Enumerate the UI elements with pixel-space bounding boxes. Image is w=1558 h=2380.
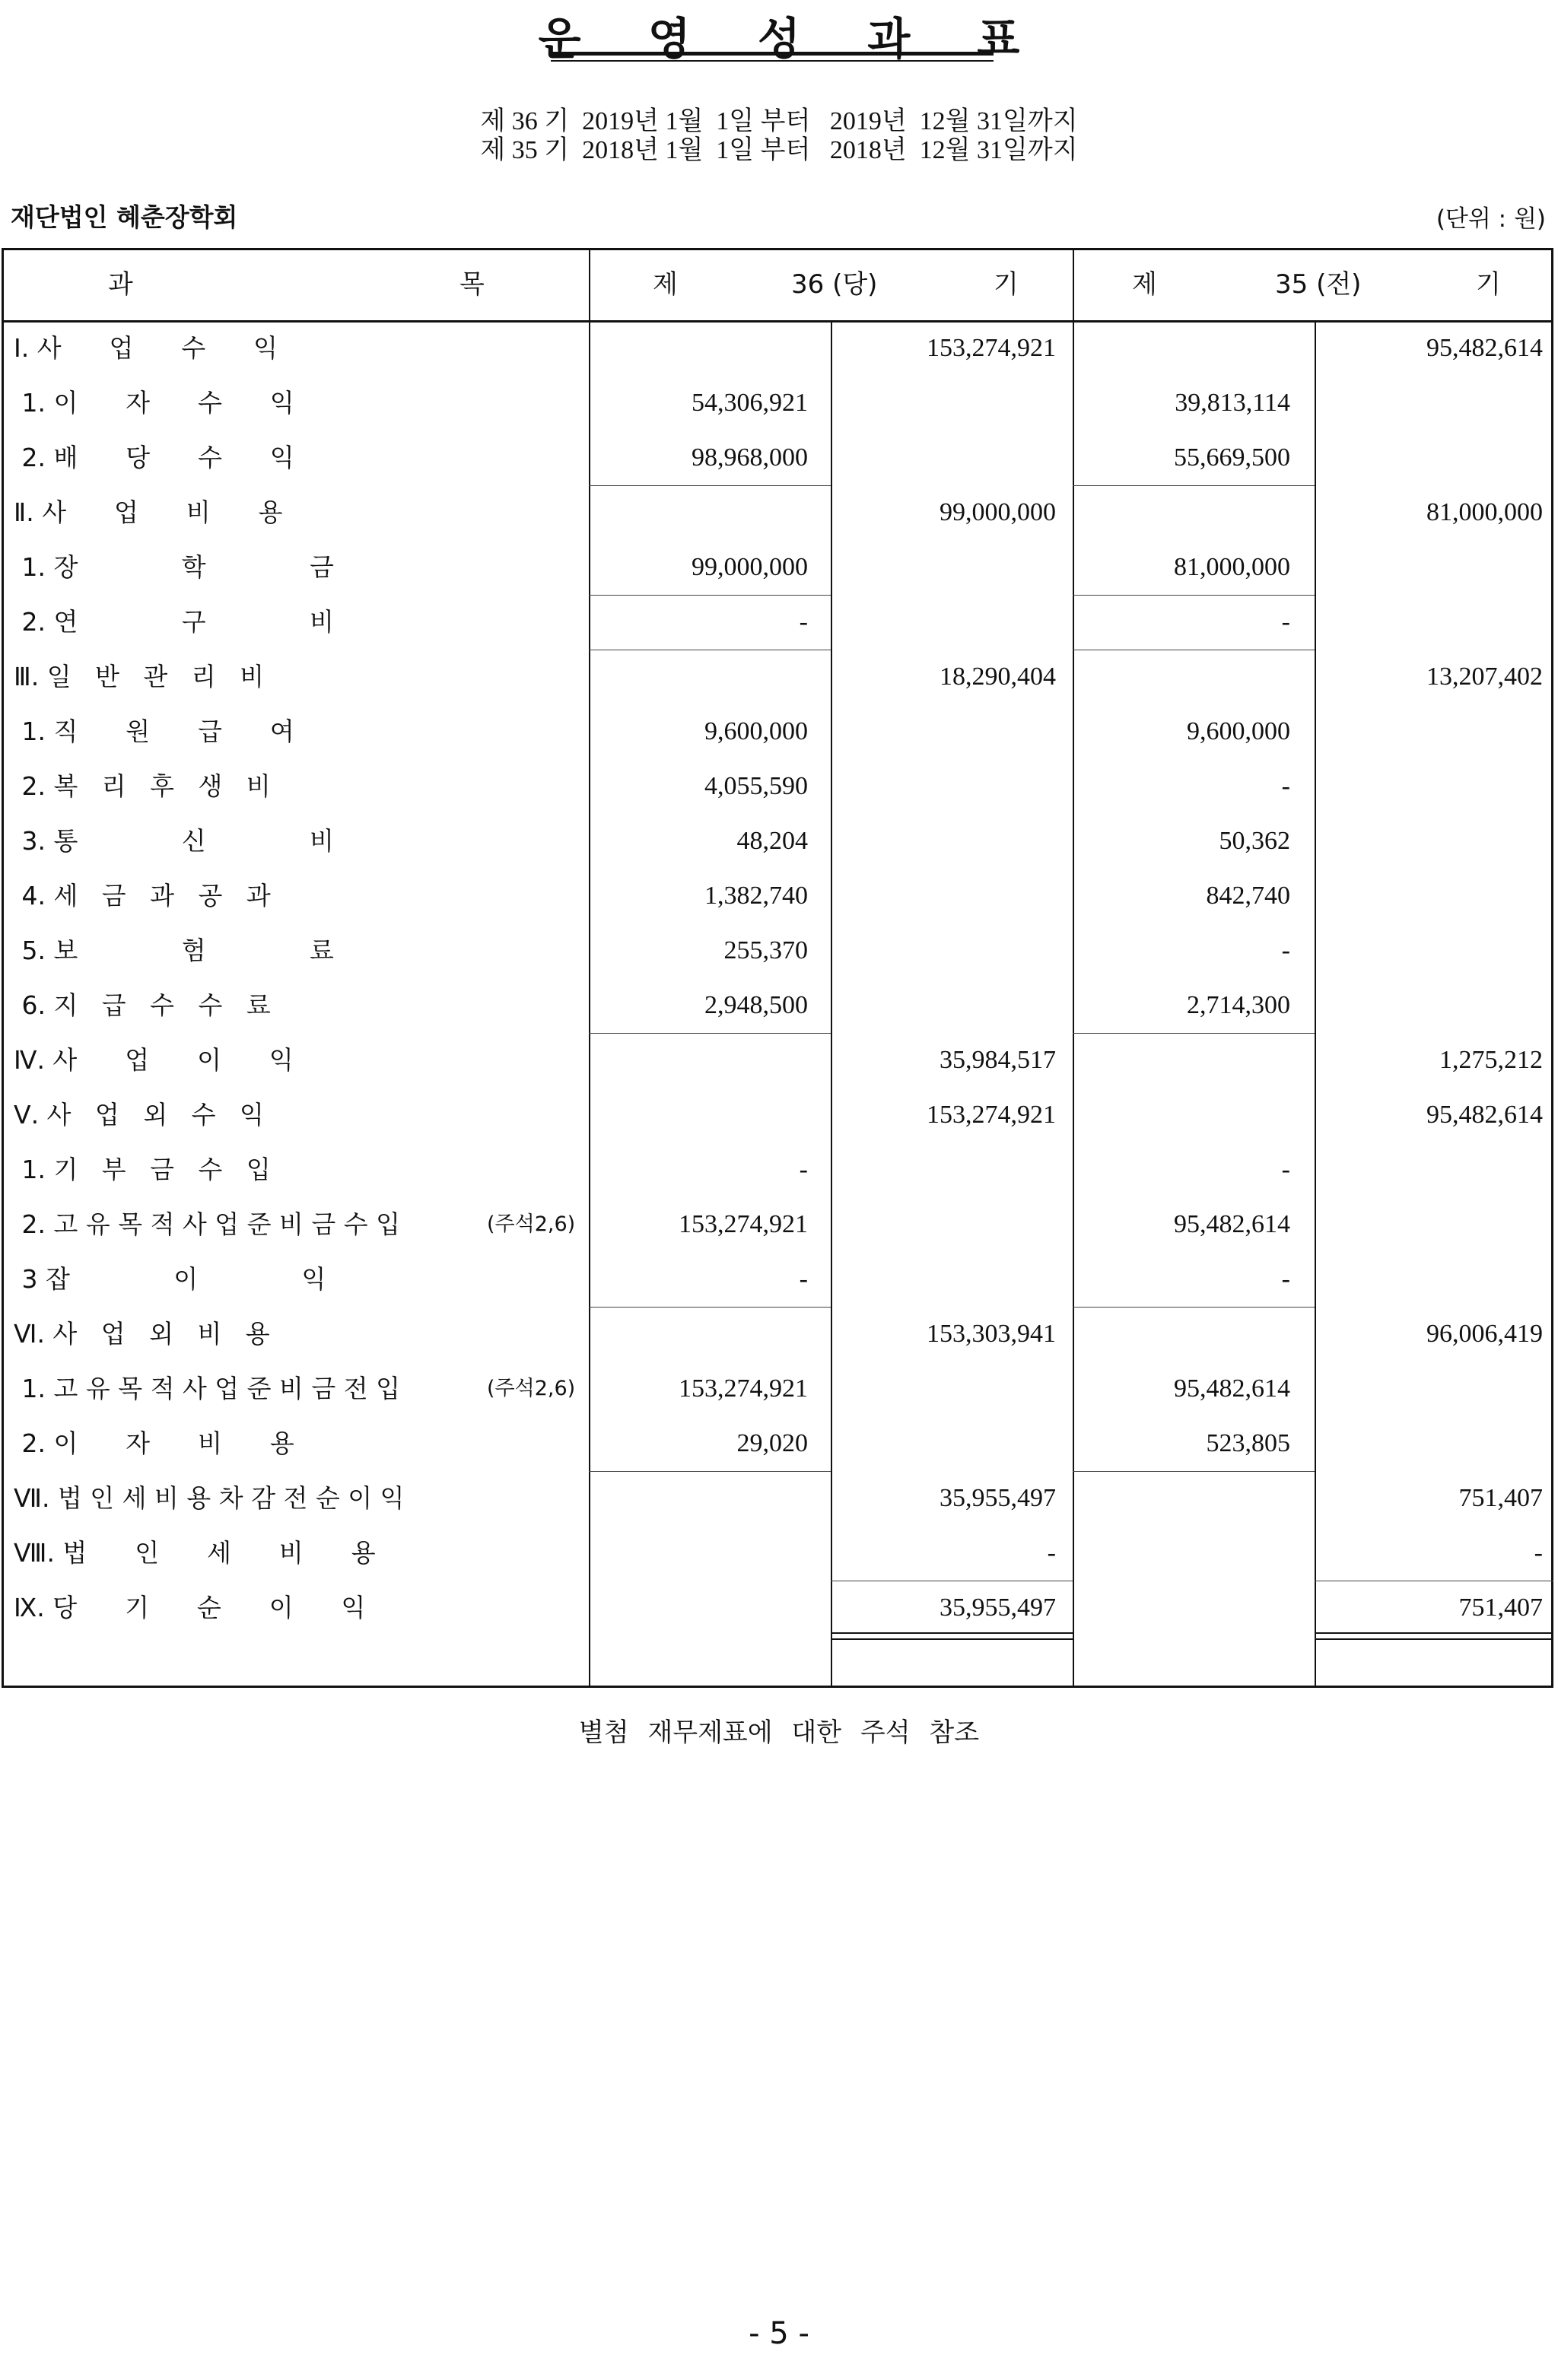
row-label: 1. 직 원 급 여 <box>14 717 294 746</box>
table-row <box>0 704 1558 759</box>
previous-detail-value: 2,714,300 <box>1187 991 1290 1019</box>
previous-total-value: 95,482,614 <box>1426 334 1543 362</box>
row-label: Ⅴ. 사 업 외 수 익 <box>14 1100 264 1130</box>
previous-total-value <box>1316 923 1543 978</box>
unit-label: (단위 : 원) <box>1436 205 1546 233</box>
row-label: 2. 고 유 목 적 사 업 준 비 금 수 입 <box>14 1209 401 1239</box>
current-total-value: 153,274,921 <box>927 334 1056 362</box>
current-detail-value: 153,274,921 <box>679 1374 808 1403</box>
row-note: (주석2,6) <box>487 1377 576 1400</box>
previous-detail-value: - <box>1281 1155 1290 1184</box>
header-previous-c: 기 <box>1476 269 1501 300</box>
header-previous-b: 35 (전) <box>1275 269 1362 300</box>
row-label: 2. 배 당 수 익 <box>14 443 294 472</box>
previous-detail-value <box>1074 485 1290 540</box>
double-rule-bottom <box>831 1638 1073 1640</box>
table-row <box>0 978 1558 1033</box>
row-label: 5. 보 험 료 <box>14 936 334 965</box>
current-detail-value: 29,020 <box>736 1429 808 1457</box>
current-detail-value <box>592 1033 808 1088</box>
row-label: Ⅳ. 사 업 이 익 <box>14 1045 294 1075</box>
previous-total-value <box>1316 869 1543 923</box>
footnote: 별첨 재무제표에 대한 주석 참조 <box>578 1717 980 1748</box>
previous-total-value <box>1316 1197 1543 1252</box>
row-label: Ⅲ. 일 반 관 리 비 <box>14 662 264 691</box>
previous-total-value: 81,000,000 <box>1426 498 1543 526</box>
current-total-value <box>834 1142 1056 1197</box>
current-detail-value: 99,000,000 <box>692 553 808 581</box>
table-row <box>0 595 1558 650</box>
previous-total-value: 95,482,614 <box>1426 1101 1543 1129</box>
previous-total-value: 1,275,212 <box>1439 1046 1543 1074</box>
title-underline-thin <box>551 60 994 62</box>
current-total-value <box>834 376 1056 431</box>
previous-detail-value <box>1074 1088 1290 1142</box>
previous-detail-value <box>1074 1526 1290 1581</box>
previous-total-value <box>1316 759 1543 814</box>
row-label: 3. 통 신 비 <box>14 826 334 856</box>
previous-detail-value: - <box>1281 936 1290 964</box>
row-label: 6. 지 급 수 수 료 <box>14 990 271 1020</box>
previous-detail-value: 95,482,614 <box>1174 1210 1290 1238</box>
current-detail-value: - <box>799 1265 808 1293</box>
current-detail-value: 2,948,500 <box>704 991 808 1019</box>
header-current-b: 36 (당) <box>791 269 878 300</box>
table-row <box>0 321 1558 376</box>
current-detail-value: 4,055,590 <box>704 772 808 800</box>
income-statement-table <box>0 248 1558 1693</box>
current-detail-value: - <box>799 1155 808 1184</box>
previous-total-value <box>1316 540 1543 595</box>
table-row <box>0 1197 1558 1252</box>
table-row <box>0 431 1558 485</box>
row-label: Ⅷ. 법 인 세 비 용 <box>14 1538 376 1568</box>
table-row <box>0 923 1558 978</box>
current-total-value <box>834 1416 1056 1471</box>
table-row <box>0 1088 1558 1142</box>
current-total-value: 35,955,497 <box>940 1594 1056 1622</box>
previous-total-value <box>1316 1362 1543 1416</box>
current-detail-value <box>592 1307 808 1362</box>
row-label: 3 잡 이 익 <box>14 1264 326 1294</box>
table-row <box>0 1526 1558 1581</box>
current-detail-value: 98,968,000 <box>692 443 808 472</box>
row-label: 2. 연 구 비 <box>14 607 334 637</box>
current-total-value <box>834 923 1056 978</box>
row-label: 2. 복 리 후 생 비 <box>14 771 271 801</box>
previous-detail-value: - <box>1281 1265 1290 1293</box>
current-detail-value <box>592 650 808 704</box>
previous-total-value: 96,006,419 <box>1426 1320 1543 1348</box>
current-total-value: 99,000,000 <box>940 498 1056 526</box>
table-row <box>0 759 1558 814</box>
double-rule-bottom <box>1315 1638 1553 1640</box>
current-total-value: 35,955,497 <box>940 1484 1056 1512</box>
current-total-value: 153,274,921 <box>927 1101 1056 1129</box>
previous-total-value <box>1316 1416 1543 1471</box>
previous-total-value <box>1316 814 1543 869</box>
table-row <box>0 376 1558 431</box>
previous-detail-value: 81,000,000 <box>1174 553 1290 581</box>
current-detail-value <box>592 1581 808 1635</box>
title-underline-thick <box>551 52 994 56</box>
table-row <box>0 1252 1558 1307</box>
current-total-value <box>834 869 1056 923</box>
row-label: 1. 고 유 목 적 사 업 준 비 금 전 입 <box>14 1374 401 1403</box>
current-detail-value <box>592 1088 808 1142</box>
previous-total-value: 751,407 <box>1458 1484 1543 1512</box>
previous-detail-value: 55,669,500 <box>1174 443 1290 472</box>
row-label: 2. 이 자 비 용 <box>14 1428 294 1458</box>
table-row <box>0 1362 1558 1416</box>
current-total-value <box>834 814 1056 869</box>
row-label: Ⅵ. 사 업 외 비 용 <box>14 1319 270 1349</box>
previous-detail-value: 9,600,000 <box>1187 717 1290 745</box>
current-total-value <box>834 431 1056 485</box>
previous-total-value: - <box>1534 1539 1543 1567</box>
previous-detail-value <box>1074 650 1290 704</box>
previous-total-value <box>1316 704 1543 759</box>
current-total-value <box>834 1197 1056 1252</box>
table-row <box>0 814 1558 869</box>
row-label: Ⅶ. 법 인 세 비 용 차 감 전 순 이 익 <box>14 1483 405 1513</box>
current-detail-value <box>592 321 808 376</box>
period-current: 제 36 기 2019년 1월 1일 부터 2019년 12월 31일까지 <box>480 107 1078 135</box>
previous-detail-value: 39,813,114 <box>1175 389 1290 417</box>
table-row <box>0 485 1558 540</box>
table-row <box>0 540 1558 595</box>
current-total-value: - <box>1047 1539 1056 1567</box>
current-total-value <box>834 759 1056 814</box>
current-total-value: 18,290,404 <box>940 663 1056 691</box>
previous-total-value <box>1316 1252 1543 1307</box>
current-detail-value: 1,382,740 <box>704 882 808 910</box>
table-row <box>0 1416 1558 1471</box>
row-label: 1. 기 부 금 수 입 <box>14 1155 271 1184</box>
table-row <box>0 1307 1558 1362</box>
row-label: Ⅱ. 사 업 비 용 <box>14 497 283 527</box>
current-total-value <box>834 704 1056 759</box>
previous-total-value <box>1316 1142 1543 1197</box>
row-label: 4. 세 금 과 공 과 <box>14 881 271 910</box>
current-detail-value: 9,600,000 <box>704 717 808 745</box>
header-item-a: 과 <box>108 269 133 300</box>
previous-detail-value <box>1074 1033 1290 1088</box>
previous-total-value <box>1316 978 1543 1033</box>
header-current-c: 기 <box>994 269 1019 300</box>
current-detail-value <box>592 485 808 540</box>
current-total-value: 35,984,517 <box>940 1046 1056 1074</box>
current-detail-value: 48,204 <box>736 827 808 855</box>
previous-detail-value: - <box>1281 608 1290 636</box>
current-total-value <box>834 595 1056 650</box>
header-previous-a: 제 <box>1132 269 1157 300</box>
current-detail-value <box>592 1526 808 1581</box>
previous-total-value <box>1316 376 1543 431</box>
current-total-value <box>834 540 1056 595</box>
current-total-value <box>834 1252 1056 1307</box>
previous-total-value: 751,407 <box>1458 1594 1543 1622</box>
page-number: - 5 - <box>749 2316 809 2351</box>
previous-total-value: 13,207,402 <box>1426 663 1543 691</box>
row-label: 1. 이 자 수 익 <box>14 388 294 418</box>
previous-detail-value: - <box>1281 772 1290 800</box>
current-total-value <box>834 1362 1056 1416</box>
previous-detail-value: 95,482,614 <box>1174 1374 1290 1403</box>
table-row <box>0 1033 1558 1088</box>
period-previous: 제 35 기 2018년 1월 1일 부터 2018년 12월 31일까지 <box>480 136 1078 164</box>
table-row <box>0 1581 1558 1635</box>
row-note: (주석2,6) <box>487 1212 576 1236</box>
previous-detail-value <box>1074 1307 1290 1362</box>
current-detail-value: - <box>799 608 808 636</box>
current-detail-value: 54,306,921 <box>692 389 808 417</box>
previous-detail-value: 50,362 <box>1219 827 1290 855</box>
header-item-b: 목 <box>459 269 485 300</box>
row-label: Ⅸ. 당 기 순 이 익 <box>14 1593 366 1622</box>
previous-total-value <box>1316 595 1543 650</box>
header-current-a: 제 <box>653 269 678 300</box>
previous-detail-value <box>1074 1581 1290 1635</box>
organization-name: 재단법인 혜춘장학회 <box>11 202 238 232</box>
current-detail-value: 153,274,921 <box>679 1210 808 1238</box>
previous-detail-value: 842,740 <box>1206 882 1290 910</box>
current-detail-value <box>592 1471 808 1526</box>
row-label: 1. 장 학 금 <box>14 552 334 582</box>
page-title: 운 영 성 과 표 <box>538 13 1046 65</box>
table-row <box>0 1142 1558 1197</box>
row-label: Ⅰ. 사 업 수 익 <box>14 333 278 363</box>
previous-total-value <box>1316 431 1543 485</box>
previous-detail-value <box>1074 1471 1290 1526</box>
previous-detail-value <box>1074 321 1290 376</box>
table-row <box>0 869 1558 923</box>
table-row <box>0 1471 1558 1526</box>
previous-detail-value: 523,805 <box>1206 1429 1290 1457</box>
current-total-value <box>834 978 1056 1033</box>
table-row <box>0 650 1558 704</box>
current-detail-value: 255,370 <box>723 936 808 964</box>
current-total-value: 153,303,941 <box>927 1320 1056 1348</box>
